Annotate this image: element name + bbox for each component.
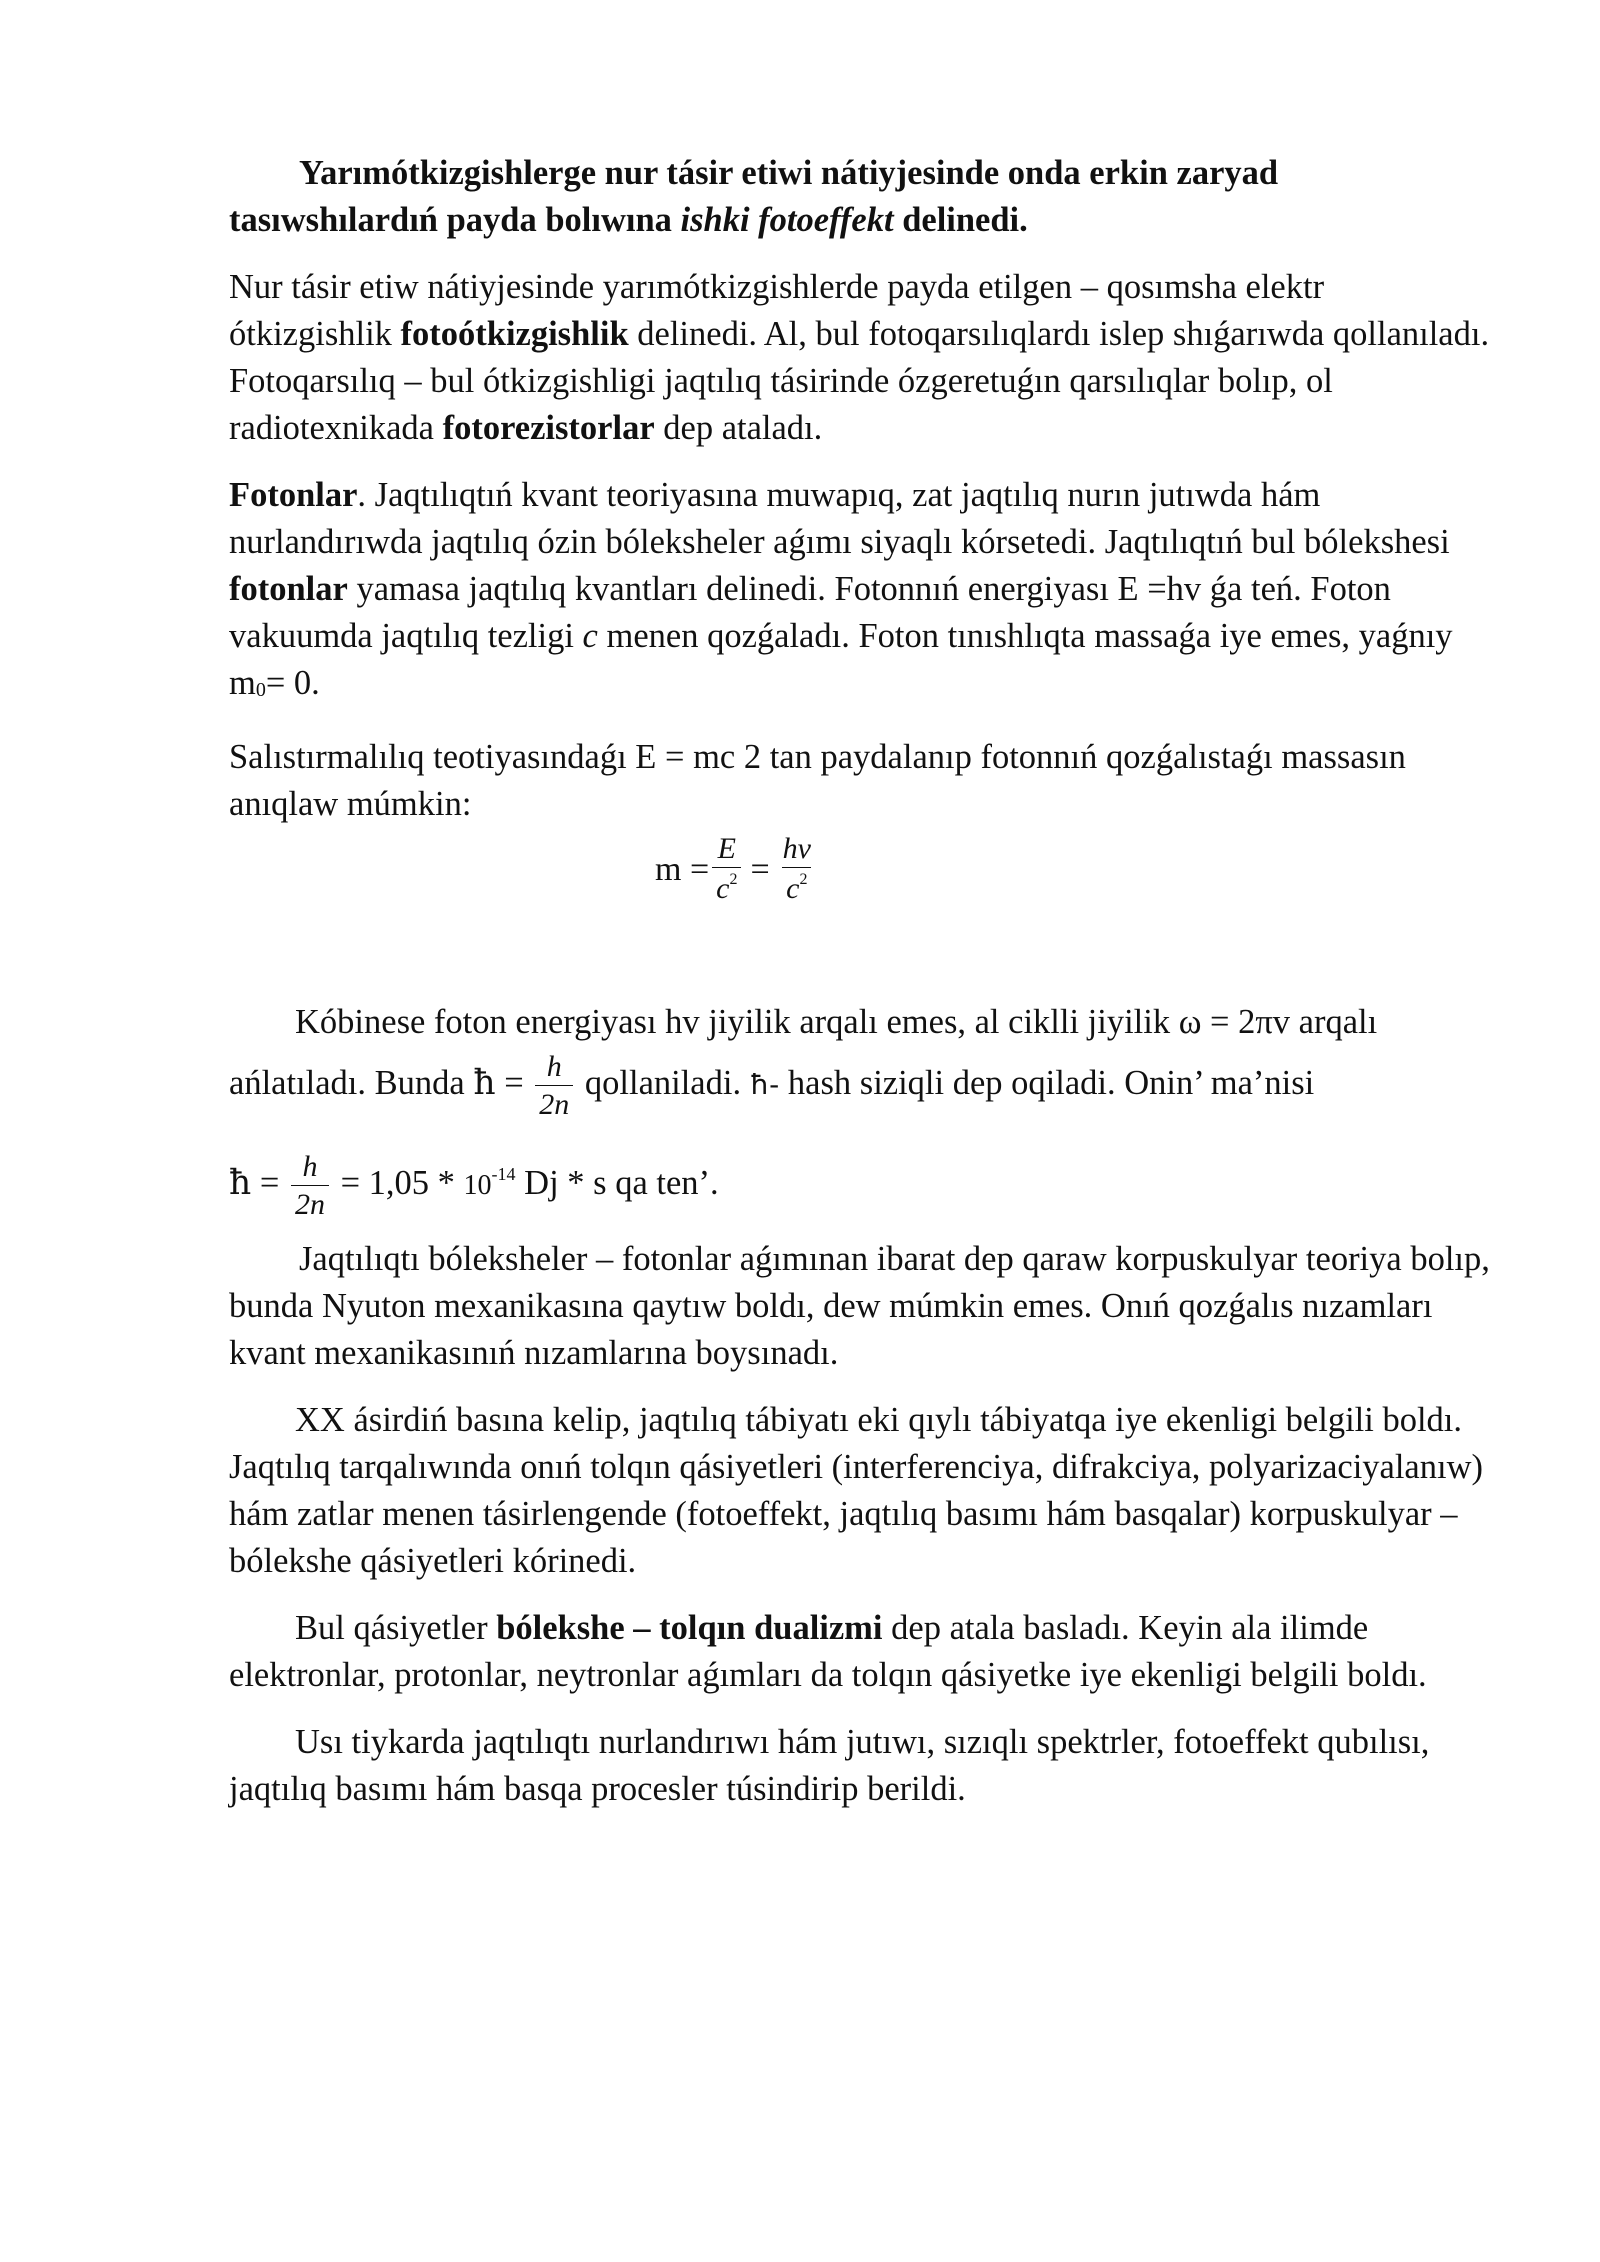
p1-end: delinedi. <box>893 201 1028 239</box>
paragraph-photoconductivity <box>229 264 1491 452</box>
fraction-h-over-2n <box>535 1052 573 1120</box>
p2-text: Nur tásir etiw nátiyjesinde yarımótkizgishlerde payda etilgen – qosımsha elektr ótkizgishlik <box>229 268 1325 353</box>
p3-text-2: yamasa jaqtılıq kvantları delinedi. Fotonnıń energiyası E =hv ǵa teń. Foton vakuumda jaqtılıq tezligi <box>229 570 1391 655</box>
paragraph-wave-particle-dualism <box>229 1605 1491 1699</box>
term-internal-photoeffect: ishki fotoeffekt <box>680 201 894 239</box>
fraction-hv-over-c2 <box>779 834 815 904</box>
paragraph-photons <box>229 472 1491 714</box>
paragraph-cyclic-frequency <box>229 992 1491 1120</box>
symbol-hbar: ħ <box>229 1163 252 1203</box>
exponent-2: 2 <box>729 871 738 888</box>
fraction-denominator: 2n <box>535 1085 573 1120</box>
heading-photons: Fotonlar <box>229 476 358 514</box>
fraction-denominator <box>782 867 811 904</box>
p2-end: dep ataladı. <box>654 409 823 447</box>
p9-text: Bul qásiyetler <box>295 1609 497 1648</box>
paragraph-corpuscular-theory <box>229 1236 1491 1377</box>
symbol-hbar-dash: ħ- <box>749 1067 780 1101</box>
p8-text: XX ásirdiń basına kelip, jaqtılıq tábiyatı eki qıylı tábiyatqa iye ekenligi belgili boldı. Jaqtılıq tarqalıwında onıń tolqın qásiyetleri (interferenciya, difrakciya, polyarizaciyalanıw) hám zatlar menen tásirlengende (fotoeffekt, jaqtılıq basımı hám basqalar) korpuskulyar – bólekshe qásiyetleri kórinedi. <box>229 1401 1483 1581</box>
p10-text: Usı tiykarda jaqtılıqtı nurlandırıwı hám jutıwı, sızıqlı spektrler, fotoeffekt qubılısı, jaqtılıq basımı hám basqa procesler túsindirip berildi. <box>229 1723 1430 1809</box>
p6-text: = 1,05 * <box>331 1164 464 1202</box>
den-c: c <box>716 872 730 905</box>
fraction-E-over-c2 <box>712 834 741 904</box>
term-photoconductivity: fotoótkizgishlik <box>400 315 629 353</box>
p3-text: . Jaqtılıqtıń kvant teoriyasına muwapıq, zat jaqtılıq nurın jutıwda hám nurlandırıwda jaqtılıq ózin bóleksheler aǵımı siyaqlı kórsetedi. Jaqtılıqtıń bul bólekshesi <box>229 476 1450 561</box>
formula-lhs: m = <box>655 850 710 888</box>
fraction-numerator: hv <box>782 832 811 865</box>
fraction-numerator: h <box>546 1050 562 1083</box>
p3-end: = 0. <box>265 664 320 702</box>
p2-text-2: delinedi. Al, bul fotoqarsılıqlardı islep shıǵarıwda qollanıladı. Fotoqarsılıq – bul ótkizgishligi jaqtılıq tásirinde ózgeretuǵın qarsılıqlar bolıp, ol radiotexnikada <box>229 315 1490 447</box>
exponent-minus-14: -14 <box>491 1164 516 1184</box>
exponent-2: 2 <box>799 871 808 888</box>
paragraph-hbar-value <box>229 1144 1491 1220</box>
p5-text: Kóbinese foton energiyası hv jiyilik arqalı emes, al ciklli jiyilik ω = 2πv arqalı ańlatıladı. Bunda <box>229 1003 1378 1102</box>
p4-text: Salıstırmalılıq teotiyasındaǵı E = mc 2 tan paydalanıp fotonnıń qozǵalıstaǵı massasın anıqlaw múmkin: <box>229 738 1406 823</box>
symbol-c: c <box>582 617 598 655</box>
p1-text: Yarımótkizgishlerge nur tásir etiwi nátiyjesinde onda erkin zaryad tasıwshılardıń payda bolıwına <box>229 154 1279 239</box>
fraction-denominator: 2n <box>291 1185 329 1220</box>
formula-equals: = <box>750 850 770 888</box>
fraction-numerator: h <box>302 1150 318 1184</box>
power-base-10: 10 <box>463 1170 492 1201</box>
p3-text-3: menen qozǵaladı. Foton tınıshlıqta massaǵa iye emes, yaǵnıy m <box>229 617 1453 702</box>
p5-text-2: qollaniladi. <box>576 1063 750 1102</box>
p5-equals: = <box>495 1063 533 1102</box>
subscript-zero: 0 <box>255 679 266 701</box>
den-c: c <box>786 872 800 905</box>
paragraph-definition-internal-photoeffect <box>229 150 1491 244</box>
paragraph-relativity <box>229 734 1491 828</box>
fraction-numerator: E <box>717 832 736 865</box>
p9-end: dep atala basladı. Keyin ala ilimde elektronlar, protonlar, neytronlar aǵımları da tolqın qásiyetke iye ekenligi belgili boldı. <box>229 1609 1427 1695</box>
paragraph-dual-nature <box>229 1397 1491 1585</box>
document-body <box>229 150 1491 1833</box>
p7-text: Jaqtılıqtı bóleksheler – fotonlar aǵımınan ibarat dep qaraw korpuskulyar teoriya bolıp, bunda Nyuton mexanikasına qaytıw boldı, dew múmkin emes. Onıń qozǵalıs nızamları kvant mexanikasınıń nızamlarına boysınadı. <box>229 1240 1490 1373</box>
symbol-hbar: ħ <box>473 1062 496 1103</box>
fraction-denominator <box>712 867 741 904</box>
p5-end: hash siziqli dep oqiladi. Onin’ ma’nisi <box>779 1063 1315 1102</box>
term-wave-particle-dualism: bólekshe – tolqın dualizmi <box>496 1609 883 1648</box>
term-photons: fotonlar <box>229 570 348 608</box>
p6-end: Dj * s qa ten’. <box>515 1164 719 1202</box>
formula-mass-of-photon <box>229 834 1491 932</box>
fraction-h-over-2n <box>291 1152 329 1220</box>
p6-equals: = <box>251 1164 288 1202</box>
term-photoresistors: fotorezistorlar <box>442 409 655 447</box>
paragraph-conclusion <box>229 1719 1491 1813</box>
formula-main <box>655 834 818 904</box>
